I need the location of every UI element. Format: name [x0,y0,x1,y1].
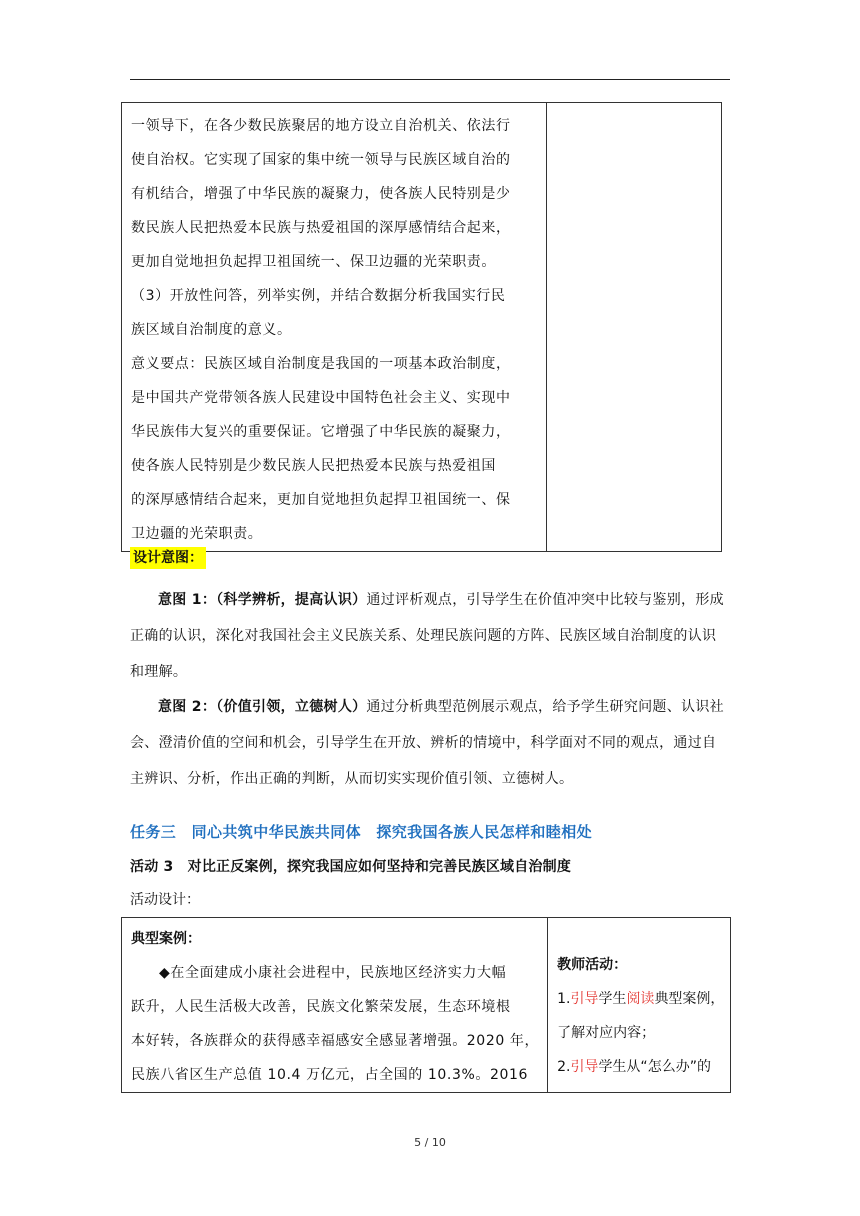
intent-1-lead: 意图 1：（科学辨析，提高认识） [158,592,367,608]
typical-case-cell [122,918,548,1093]
design-intent-label: 设计意图： [130,547,206,569]
typical-case-title: 典型案例： [131,931,201,947]
red-keyword: 引导 [570,1059,599,1075]
table1-line: 一领导下，在各少数民族聚居的地方设立自治机关、依法行 [131,118,511,134]
table1-line: 族区域自治制度的意义。 [131,322,292,338]
table1-line: 使自治权。它实现了国家的集中统一领导与民族区域自治的 [131,152,511,168]
table1-line: 使各族人民特别是少数民族人民把热爱本民族与热爱祖国 [131,458,496,474]
activity-design-label: 活动设计： [130,892,200,908]
table1-line: 是中国共产党带领各族人民建设中国特色社会主义、实现中 [131,390,511,406]
header-rule [130,79,730,80]
case-line: 本好转，各族群众的获得感幸福感安全感显著增强。2020 年， [131,1033,540,1049]
teacher-activity-title: 教师活动： [557,957,628,973]
teacher-activity-item-1-cont: 了解对应内容； [557,1025,656,1041]
table1-content-cell [122,103,547,552]
intent-1-paragraph [130,582,730,690]
table1-line: 有机结合，增强了中华民族的凝聚力，使各族人民特别是少 [131,186,511,202]
intent-2-text: 通过分析典型范例展示观点，给予学生研究问题、认识社会、澄清价值的空间和机会，引导学生在开放、辨析的情境中，科学面对不同的观点，通过自主辨识、分析，作出正确的判断，从而切实实现价值引领、立德树人。 [130,699,724,787]
teacher-activity-cell [548,918,731,1093]
activity-3-heading: 活动 3 对比正反案例，探究我国应如何坚持和完善民族区域自治制度 [130,859,572,875]
table1-line: 卫边疆的光荣职责。 [131,526,263,542]
page-number: 5 / 10 [414,1136,446,1149]
table1-line: 数民族人民把热爱本民族与热爱祖国的深厚感情结合起来， [131,220,511,236]
table1-empty-cell [547,103,722,552]
table1-line: 的深厚感情结合起来，更加自觉地担负起捍卫祖国统一、保 [131,492,511,508]
table1-line: 意义要点：民族区域自治制度是我国的一项基本政治制度， [131,356,511,372]
task-3-heading: 任务三 同心共筑中华民族共同体 探究我国各族人民怎样和睦相处 [130,823,593,841]
lesson-table-continued [121,102,722,552]
intent-2-paragraph [130,689,730,797]
teacher-activity-item-1: 1.引导学生阅读典型案例， [557,991,725,1007]
intent-2-lead: 意图 2：（价值引领，立德树人） [158,699,367,715]
case-line: 跃升，人民生活极大改善，民族文化繁荣发展，生态环境根 [131,999,511,1015]
red-keyword: 阅读 [626,991,655,1007]
activity-table [121,917,731,1093]
table1-line: （3）开放性问答，列举实例，并结合数据分析我国实行民 [131,288,506,304]
case-line: ◆在全面建成小康社会进程中，民族地区经济实力大幅 [159,965,507,981]
table1-line: 更加自觉地担负起捍卫祖国统一、保卫边疆的光荣职责。 [131,254,496,270]
case-line: 民族八省区生产总值 10.4 万亿元，占全国的 10.3%。2016 [131,1067,529,1083]
table1-line: 华民族伟大复兴的重要保证。它增强了中华民族的凝聚力， [131,424,511,440]
red-keyword: 引导 [570,991,599,1007]
intent-1-text: 通过评析观点，引导学生在价值冲突中比较与鉴别，形成正确的认识，深化对我国社会主义民族关系、处理民族问题的方阵、民族区域自治制度的认识和理解。 [130,592,724,680]
teacher-activity-item-2: 2.引导学生从“怎么办”的 [557,1059,711,1075]
